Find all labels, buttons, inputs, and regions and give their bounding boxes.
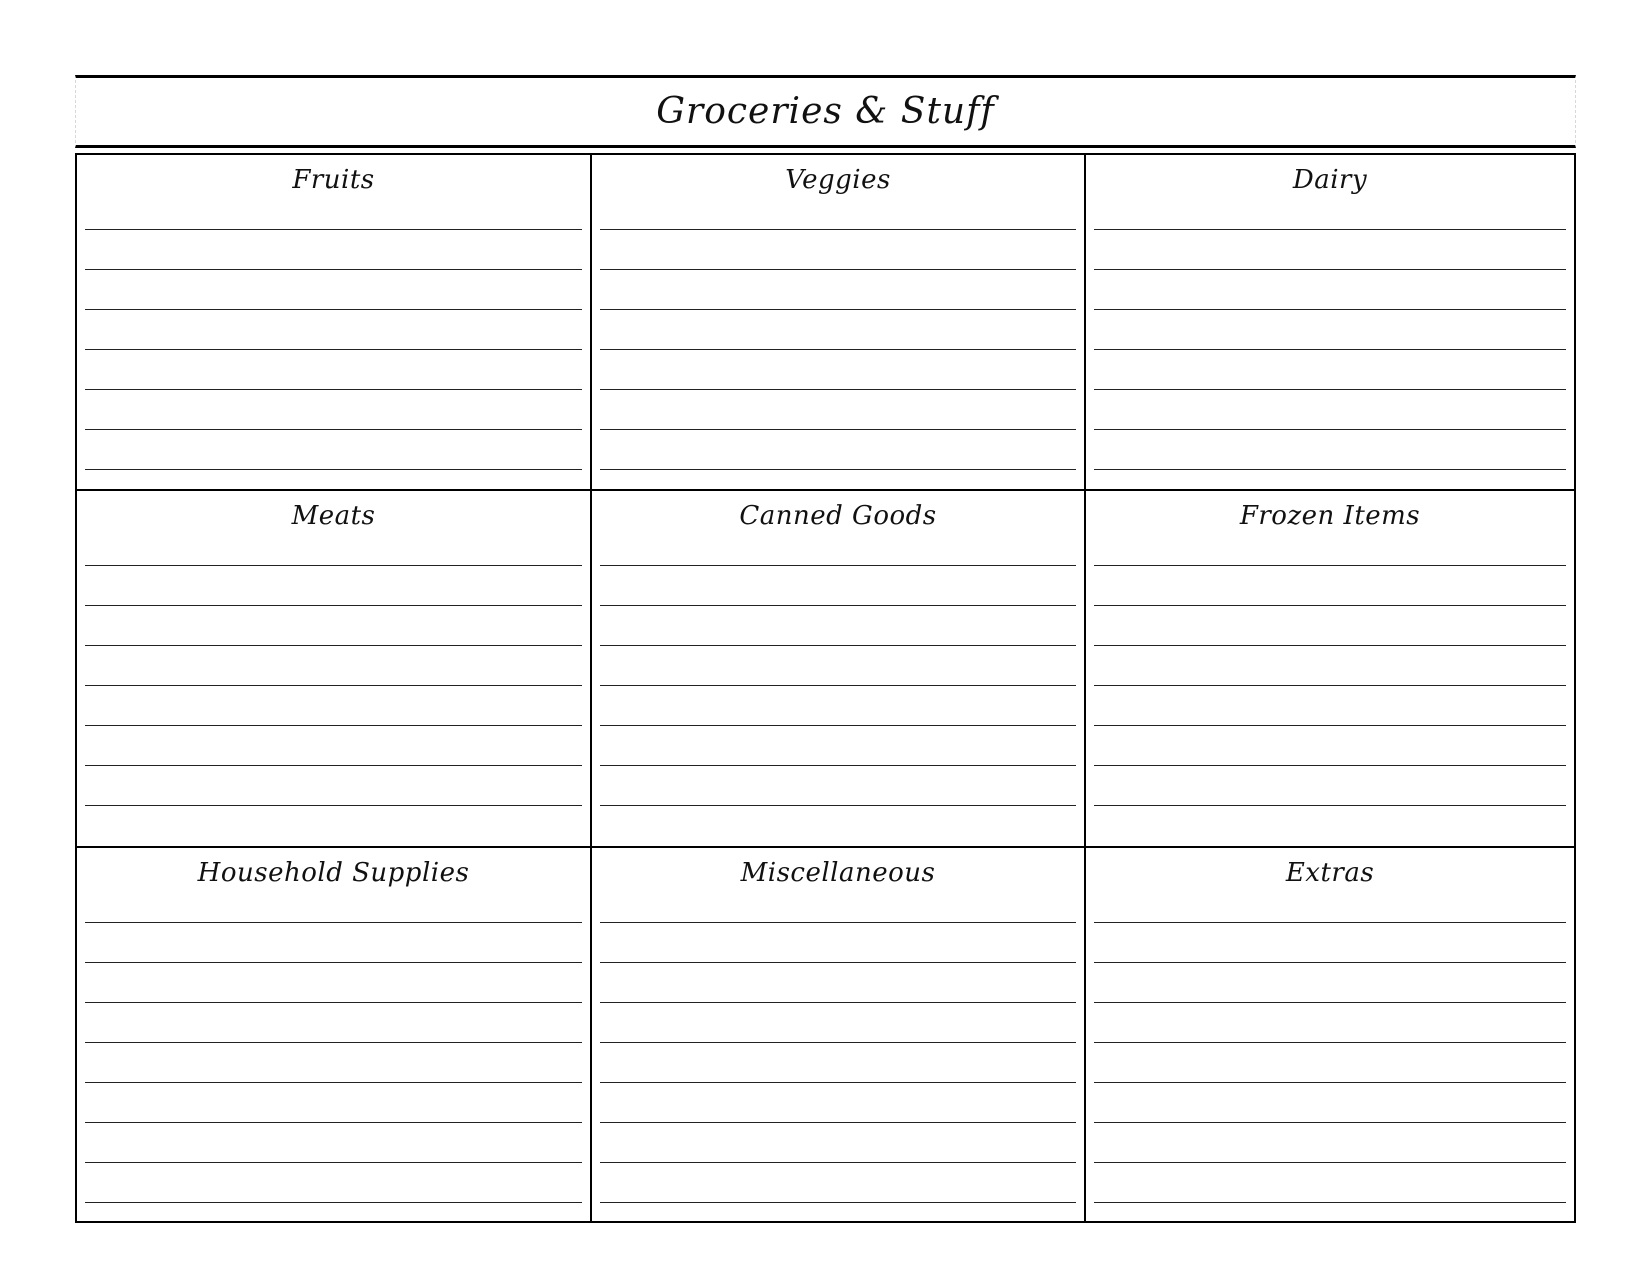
writing-line[interactable] <box>600 565 1076 566</box>
writing-line[interactable] <box>85 605 582 606</box>
writing-line[interactable] <box>1094 962 1566 963</box>
category-grid <box>75 153 1576 1223</box>
writing-line[interactable] <box>1094 725 1566 726</box>
writing-line[interactable] <box>85 269 582 270</box>
writing-line[interactable] <box>85 962 582 963</box>
section-label: Veggies <box>785 165 891 195</box>
writing-line[interactable] <box>85 922 582 923</box>
section-label: Dairy <box>1292 165 1368 195</box>
section-meats <box>77 491 590 846</box>
section-label: Canned Goods <box>739 501 937 531</box>
page-title: Groceries & Stuff <box>656 91 995 132</box>
section-miscellaneous <box>592 848 1084 1221</box>
writing-line[interactable] <box>1094 1082 1566 1083</box>
page-title-bar <box>75 75 1576 148</box>
section-label: Fruits <box>292 165 375 195</box>
writing-line[interactable] <box>600 469 1076 470</box>
writing-line[interactable] <box>85 565 582 566</box>
writing-line[interactable] <box>1094 389 1566 390</box>
writing-line[interactable] <box>600 725 1076 726</box>
writing-line[interactable] <box>85 229 582 230</box>
writing-line[interactable] <box>85 805 582 806</box>
section-label: Frozen Items <box>1239 501 1421 531</box>
writing-line[interactable] <box>1094 922 1566 923</box>
writing-line[interactable] <box>600 765 1076 766</box>
writing-line[interactable] <box>85 685 582 686</box>
writing-line[interactable] <box>85 645 582 646</box>
writing-line[interactable] <box>85 1122 582 1123</box>
writing-line[interactable] <box>1094 269 1566 270</box>
writing-line[interactable] <box>600 962 1076 963</box>
writing-line[interactable] <box>600 309 1076 310</box>
writing-line[interactable] <box>600 349 1076 350</box>
writing-line[interactable] <box>600 685 1076 686</box>
writing-line[interactable] <box>85 309 582 310</box>
writing-line[interactable] <box>1094 1002 1566 1003</box>
writing-line[interactable] <box>85 469 582 470</box>
writing-line[interactable] <box>85 389 582 390</box>
writing-line[interactable] <box>600 1082 1076 1083</box>
section-label: Household Supplies <box>197 858 470 888</box>
writing-line[interactable] <box>600 922 1076 923</box>
writing-line[interactable] <box>1094 1202 1566 1203</box>
section-label: Meats <box>291 501 376 531</box>
section-dairy <box>1086 155 1574 489</box>
writing-line[interactable] <box>1094 349 1566 350</box>
writing-line[interactable] <box>600 1162 1076 1163</box>
writing-line[interactable] <box>600 645 1076 646</box>
writing-line[interactable] <box>85 1162 582 1163</box>
writing-line[interactable] <box>1094 645 1566 646</box>
section-frozen-items <box>1086 491 1574 846</box>
writing-line[interactable] <box>1094 605 1566 606</box>
writing-line[interactable] <box>600 269 1076 270</box>
writing-line[interactable] <box>1094 565 1566 566</box>
writing-line[interactable] <box>1094 309 1566 310</box>
writing-line[interactable] <box>1094 765 1566 766</box>
writing-line[interactable] <box>600 429 1076 430</box>
writing-line[interactable] <box>85 1002 582 1003</box>
section-veggies <box>592 155 1084 489</box>
writing-line[interactable] <box>85 725 582 726</box>
writing-line[interactable] <box>1094 469 1566 470</box>
section-fruits <box>77 155 590 489</box>
section-household-supplies <box>77 848 590 1221</box>
writing-line[interactable] <box>1094 1042 1566 1043</box>
section-extras <box>1086 848 1574 1221</box>
writing-line[interactable] <box>1094 1122 1566 1123</box>
writing-line[interactable] <box>600 1042 1076 1043</box>
writing-line[interactable] <box>85 1202 582 1203</box>
writing-line[interactable] <box>600 1002 1076 1003</box>
section-label: Miscellaneous <box>740 858 936 888</box>
writing-line[interactable] <box>1094 229 1566 230</box>
writing-line[interactable] <box>1094 685 1566 686</box>
writing-line[interactable] <box>1094 1162 1566 1163</box>
writing-line[interactable] <box>600 1202 1076 1203</box>
writing-line[interactable] <box>85 349 582 350</box>
writing-line[interactable] <box>600 229 1076 230</box>
section-label: Extras <box>1285 858 1375 888</box>
writing-line[interactable] <box>85 765 582 766</box>
writing-line[interactable] <box>85 429 582 430</box>
writing-line[interactable] <box>600 389 1076 390</box>
writing-line[interactable] <box>1094 805 1566 806</box>
writing-line[interactable] <box>85 1082 582 1083</box>
writing-line[interactable] <box>1094 429 1566 430</box>
writing-line[interactable] <box>85 1042 582 1043</box>
writing-line[interactable] <box>600 1122 1076 1123</box>
section-canned-goods <box>592 491 1084 846</box>
writing-line[interactable] <box>600 805 1076 806</box>
writing-line[interactable] <box>600 605 1076 606</box>
